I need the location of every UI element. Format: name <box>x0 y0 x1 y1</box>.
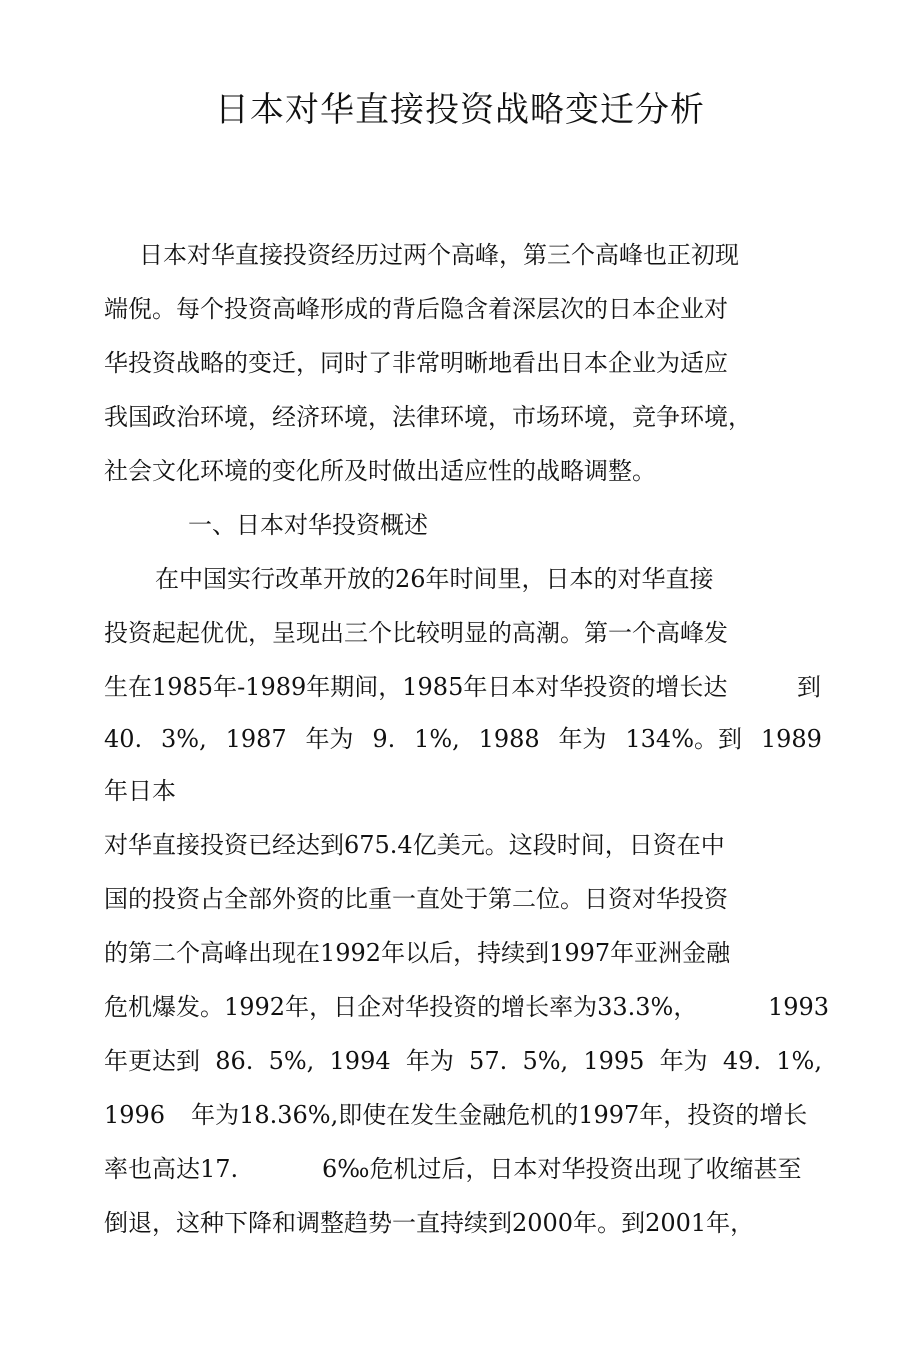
word: 年为 <box>558 725 607 753</box>
paragraph-line: 率也高达17. <box>104 1155 239 1183</box>
word: 1987 <box>225 725 287 753</box>
word: 40. <box>104 725 143 753</box>
paragraph-line-justified <box>104 722 822 756</box>
paragraph-line: 端倪。每个投资高峰形成的背后隐含着深层次的日本企业对 <box>104 295 728 323</box>
paragraph-line: 国的投资占全部外资的比重一直处于第二位。日资对华投资 <box>104 885 728 913</box>
word: 1%, <box>414 725 460 753</box>
word: 1989 <box>760 725 822 753</box>
word: 134%。到 <box>625 725 743 753</box>
word: 年为 <box>305 725 354 753</box>
paragraph-line: 危机爆发。1992年，日企对华投资的增长率为33.3%， <box>104 993 698 1021</box>
paragraph-line-justified <box>104 1044 822 1078</box>
word: 3%, <box>161 725 207 753</box>
word: 1995 <box>583 1047 645 1075</box>
word: 1%, <box>776 1047 822 1075</box>
paragraph-line: 生在1985年-1989年期间，1985年日本对华投资的增长达 <box>104 673 728 701</box>
word: 57. <box>469 1047 508 1075</box>
word: 1996 <box>104 1101 166 1129</box>
paragraph-line: 华投资战略的变迁，同时了非常明晰地看出日本企业为适应 <box>104 349 728 377</box>
paragraph-line: 日本对华直接投资经历过两个高峰，第三个高峰也正初现 <box>139 241 739 269</box>
word: 年为 <box>405 1047 454 1075</box>
paragraph-line <box>104 1098 807 1132</box>
paragraph-line-fragment: 到 <box>797 673 821 701</box>
word: 1988 <box>478 725 540 753</box>
paragraph-line: 我国政治环境，经济环境，法律环境，市场环境，竞争环境， <box>104 403 752 431</box>
word: 1994 <box>329 1047 391 1075</box>
paragraph-line: 年日本 <box>104 777 176 805</box>
word: 49. <box>722 1047 762 1075</box>
paragraph-line: 的第二个高峰出现在1992年以后，持续到1997年亚洲金融 <box>104 939 731 967</box>
word: 5%, <box>522 1047 569 1075</box>
word: 年更达到 <box>104 1047 200 1075</box>
paragraph-line-fragment: 6‰危机过后，日本对华投资出现了收缩甚至 <box>322 1155 802 1183</box>
word: 年为 <box>659 1047 708 1075</box>
paragraph-line: 对华直接投资已经达到675.4亿美元。这段时间，日资在中 <box>104 831 725 859</box>
paragraph-line: 投资起起优优，呈现出三个比较明显的高潮。第一个高峰发 <box>104 619 728 647</box>
paragraph-line: 社会文化环境的变化所及时做出适应性的战略调整。 <box>104 457 656 485</box>
document-title: 日本对华直接投资战略变迁分析 <box>215 90 705 130</box>
word: 5%, <box>268 1047 315 1075</box>
paragraph-line: 在中国实行改革开放的26年时间里，日本的对华直接 <box>155 565 714 593</box>
word: 86. <box>215 1047 254 1075</box>
paragraph-line-fragment: 1993 <box>768 993 830 1021</box>
word: 年为18.36%,即使在发生金融危机的1997年，投资的增长 <box>191 1101 808 1129</box>
word: 9. <box>372 725 396 753</box>
paragraph-line: 倒退，这种下降和调整趋势一直持续到2000年。到2001年， <box>104 1209 755 1237</box>
section-heading: 一、日本对华投资概述 <box>188 511 428 539</box>
